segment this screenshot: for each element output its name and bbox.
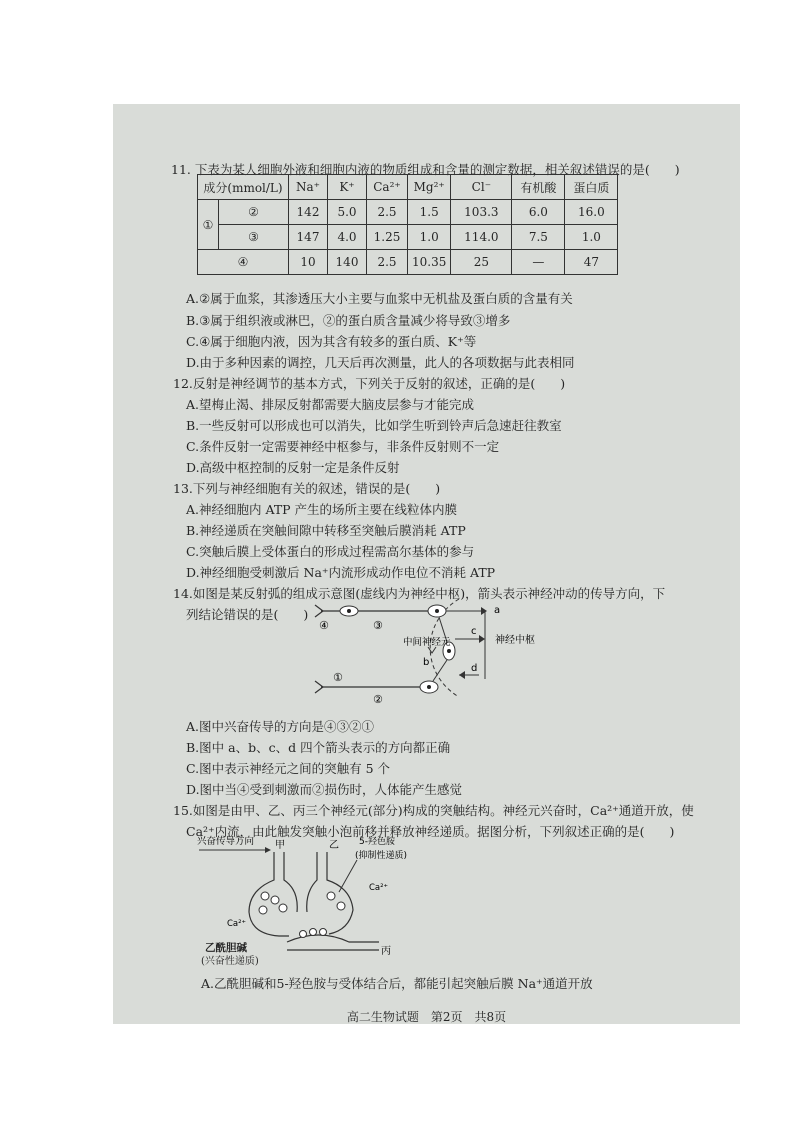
table-cell: 147 <box>289 225 328 250</box>
q13-option-c: C.突触后膜上受体蛋白的形成过程需高尔基体的参与 <box>186 544 475 559</box>
table-cell: 47 <box>565 250 618 275</box>
table-cell: 6.0 <box>512 200 565 225</box>
arrow-a <box>481 607 487 615</box>
q14-option-a: A.图中兴奋传导的方向是④③②① <box>186 719 375 734</box>
table-cell: 2.5 <box>367 200 408 225</box>
page-footer: 高二生物试题 第2页 共8页 <box>346 1010 507 1024</box>
label-direction: 兴奋传导方向 <box>197 836 255 847</box>
table-header-cell: 蛋白质 <box>565 175 618 200</box>
q11-table <box>197 174 618 275</box>
q13-option-d: D.神经细胞受刺激后 Na⁺内流形成动作电位不消耗 ATP <box>186 565 496 580</box>
arrow-c <box>479 635 485 643</box>
label-ach-note: (兴奋性递质) <box>201 956 259 967</box>
table-cell: 1.5 <box>408 200 451 225</box>
q15-stem-cont: Ca²⁺内流，由此触发突触小泡前移并释放神经递质。据图分析，下列叙述正确的是( ) <box>186 824 675 839</box>
label-3: ③ <box>373 619 383 632</box>
q15-option-a: A.乙酰胆碱和5-羟色胺与受体结合后，都能引起突触后膜 Na⁺通道开放 <box>201 976 593 991</box>
q12-stem: 12.反射是神经调节的基本方式，下列关于反射的叙述，正确的是( ) <box>173 376 566 391</box>
label-ca-right: Ca²⁺ <box>369 883 389 893</box>
table-header-row <box>198 175 618 200</box>
table-header-cell: Ca²⁺ <box>367 175 408 200</box>
q12-option-a: A.望梅止渴、排尿反射都需要大脑皮层参与才能完成 <box>186 397 475 412</box>
table-cell: 5.0 <box>328 200 367 225</box>
q12-option-c: C.条件反射一定需要神经中枢参与，非条件反射则不一定 <box>186 439 500 454</box>
label-interneuron: 中间神经元 <box>403 637 451 648</box>
direction-arrow <box>265 847 271 853</box>
table-cell: 140 <box>328 250 367 275</box>
table-cell: 2.5 <box>367 250 408 275</box>
table-cell: ② <box>219 200 289 225</box>
q15-stem: 15.如图是由甲、乙、丙三个神经元(部分)构成的突触结构。神经元兴奋时，Ca²⁺通道开放，使 <box>173 803 694 818</box>
label-b: b <box>423 657 430 668</box>
table-header-cell: K⁺ <box>328 175 367 200</box>
q11-option-b: B.③属于组织液或淋巴，②的蛋白质含量减少将导致③增多 <box>186 313 511 328</box>
table-cell: 16.0 <box>565 200 618 225</box>
table-cell: 10.35 <box>408 250 451 275</box>
table-cell: 142 <box>289 200 328 225</box>
table-cell: — <box>512 250 565 275</box>
label-4: ④ <box>319 619 329 632</box>
table-header-cell: Na⁺ <box>289 175 328 200</box>
table-group-cell: ① <box>198 200 219 250</box>
label-a: a <box>494 605 501 616</box>
table-cell: 1.25 <box>367 225 408 250</box>
q13-option-b: B.神经递质在突触间隙中转移至突触后膜消耗 ATP <box>186 523 466 538</box>
label-ca-left: Ca²⁺ <box>227 919 247 929</box>
table-cell: ③ <box>219 225 289 250</box>
table-header-cell: Cl⁻ <box>451 175 512 200</box>
arrow-d <box>459 671 465 679</box>
table-cell: 4.0 <box>328 225 367 250</box>
q11-stem: 11. 下表为某人细胞外液和细胞内液的物质组成和含量的测定数据，相关叙述错误的是( ) <box>171 162 680 177</box>
table-cell: 114.0 <box>451 225 512 250</box>
reflex-arc-diagram <box>309 579 569 709</box>
table-cell: ④ <box>198 250 289 275</box>
q11-option-d: D.由于多种因素的调控，几天后再次测量，此人的各项数据与此表相同 <box>186 355 575 370</box>
label-2: ② <box>373 693 383 706</box>
label-serotonin-note: (抑制性递质) <box>355 851 408 861</box>
label-nerve-center: 神经中枢 <box>495 635 535 646</box>
table-cell: 7.5 <box>512 225 565 250</box>
q14-stem: 14.如图是某反射弧的组成示意图(虚线内为神经中枢)，箭头表示神经冲动的传导方向，下 <box>173 586 666 601</box>
q13-stem: 13.下列与神经细胞有关的叙述，错误的是( ) <box>173 481 441 496</box>
q14-option-b: B.图中 a、b、c、d 四个箭头表示的方向都正确 <box>186 740 451 755</box>
label-1: ① <box>333 671 343 684</box>
table-cell: 25 <box>451 250 512 275</box>
q12-option-b: B.一些反射可以形成也可以消失，比如学生听到铃声后急速赶往教室 <box>186 418 562 433</box>
table-cell: 103.3 <box>451 200 512 225</box>
table-row <box>198 225 618 250</box>
table-header-cell: Mg²⁺ <box>408 175 451 200</box>
label-jia: 甲 <box>275 840 285 851</box>
table-cell: 10 <box>289 250 328 275</box>
q11-option-a: A.②属于血浆，其渗透压大小主要与血浆中无机盐及蛋白质的含量有关 <box>186 291 573 306</box>
exam-page <box>113 104 740 1024</box>
q12-option-d: D.高级中枢控制的反射一定是条件反射 <box>186 460 400 475</box>
q11-option-c: C.④属于细胞内液，因为其含有较多的蛋白质、K⁺等 <box>186 334 477 349</box>
table-cell: 1.0 <box>408 225 451 250</box>
table-row <box>198 250 618 275</box>
label-yi: 乙 <box>329 840 339 851</box>
q14-stem-cont: 列结论错误的是( ) <box>186 607 309 622</box>
q14-option-c: C.图中表示神经元之间的突触有 5 个 <box>186 761 390 776</box>
label-ach: 乙酰胆碱 <box>205 942 247 954</box>
table-row <box>198 200 618 225</box>
label-serotonin: 5-羟色胺 <box>359 837 395 847</box>
table-header-cell: 有机酸 <box>512 175 565 200</box>
label-d: d <box>471 663 478 674</box>
table-header-cell: 成分(mmol/L) <box>198 175 289 200</box>
table-cell: 1.0 <box>565 225 618 250</box>
q13-option-a: A.神经细胞内 ATP 产生的场所主要在线粒体内膜 <box>186 502 458 517</box>
label-bing: 丙 <box>381 946 391 957</box>
label-c: c <box>471 626 477 637</box>
q14-option-d: D.图中当④受到刺激而②损伤时，人体能产生感觉 <box>186 782 463 797</box>
